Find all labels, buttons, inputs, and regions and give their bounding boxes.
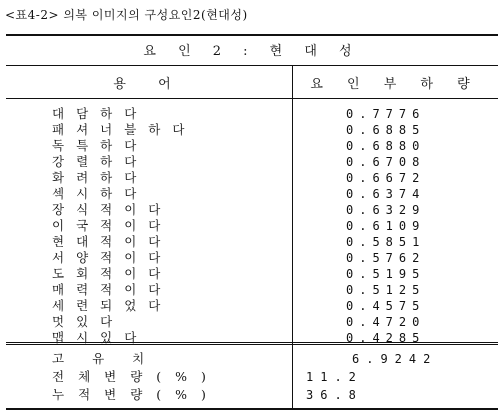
table-row <box>6 170 498 186</box>
item-term: 이국적이다 <box>52 218 173 233</box>
variance-value: 11.2 <box>306 370 363 384</box>
table-row <box>6 186 498 202</box>
factor-title: 요 인 2 : 현 대 성 <box>143 44 361 59</box>
variance-label: 전체변량(%) <box>52 369 220 384</box>
item-loading: 0.4285 <box>346 331 426 345</box>
summary-block <box>6 350 498 404</box>
item-loading: 0.5195 <box>346 267 426 281</box>
cumulative-value: 36.8 <box>306 388 363 402</box>
item-term: 매력적이다 <box>52 282 173 297</box>
table-row <box>6 106 498 122</box>
summary-divider <box>6 342 498 345</box>
eigenvalue-label: 고유치 <box>52 351 173 366</box>
item-term: 대담하다 <box>52 106 149 121</box>
table-row <box>6 266 498 282</box>
cumulative-label: 누적변량(%) <box>52 387 220 402</box>
title-divider <box>6 65 498 66</box>
item-term: 도회적이다 <box>52 266 173 281</box>
item-term: 장식적이다 <box>52 202 173 217</box>
item-term: 서양적이다 <box>52 250 173 265</box>
item-loading: 0.6109 <box>346 219 426 233</box>
item-loading: 0.4575 <box>346 299 426 313</box>
item-term: 맵시있다 <box>52 330 149 345</box>
table-row <box>6 154 498 170</box>
factor-table <box>6 34 498 410</box>
item-loading: 0.6880 <box>346 139 426 153</box>
item-term: 독특하다 <box>52 138 149 153</box>
item-loading: 0.6374 <box>346 187 426 201</box>
column-header-loading: 요 인 부 하 량 <box>310 77 480 92</box>
table-row <box>6 282 498 298</box>
table-row <box>6 234 498 250</box>
summary-row-cumulative <box>6 386 498 404</box>
item-loading: 0.7776 <box>346 107 426 121</box>
item-term: 섹시하다 <box>52 186 149 201</box>
table-row <box>6 298 498 314</box>
table-row <box>6 122 498 138</box>
header-divider <box>6 98 498 99</box>
table-row <box>6 250 498 266</box>
eigenvalue-value: 6.9242 <box>352 352 438 366</box>
item-loading: 0.6672 <box>346 171 426 185</box>
summary-row-eigenvalue <box>6 350 498 368</box>
item-term: 패셔너블하다 <box>52 122 197 137</box>
item-loading: 0.6329 <box>346 203 426 217</box>
item-term: 멋있다 <box>52 314 125 329</box>
table-row <box>6 138 498 154</box>
item-term: 화려하다 <box>52 170 149 185</box>
item-term: 강렬하다 <box>52 154 149 169</box>
item-term: 세련되었다 <box>52 298 173 313</box>
summary-row-variance <box>6 368 498 386</box>
item-loading: 0.6885 <box>346 123 426 137</box>
table-row <box>6 202 498 218</box>
column-header-term: 용 어 <box>113 77 185 92</box>
item-loading: 0.5125 <box>346 283 426 297</box>
item-loading: 0.6708 <box>346 155 426 169</box>
item-loading: 0.5762 <box>346 251 426 265</box>
table-caption: <표4-2> 의복 이미지의 구성요인2(현대성) <box>5 8 248 22</box>
table-row <box>6 218 498 234</box>
item-rows <box>6 106 498 346</box>
item-loading: 0.5851 <box>346 235 426 249</box>
table-row <box>6 314 498 330</box>
item-term: 현대적이다 <box>52 234 173 249</box>
item-loading: 0.4720 <box>346 315 426 329</box>
